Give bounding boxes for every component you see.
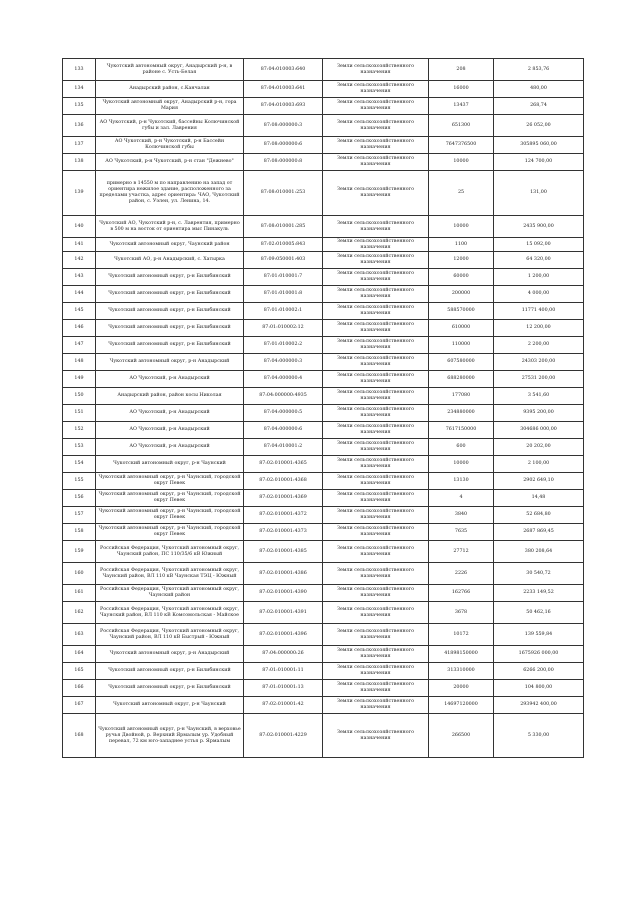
land-category-cell: Земли сельскохозяйственного назначения — [323, 59, 429, 81]
land-category-cell: Земли сельскохозяйственного назначения — [323, 98, 429, 115]
cadastral-value-cell: 4 000,00 — [494, 286, 584, 303]
row-number-cell: 133 — [63, 59, 96, 81]
area-cell: 600 — [429, 439, 494, 456]
land-category-cell: Земли сельскохозяйственного назначения — [323, 216, 429, 238]
row-number-cell: 167 — [63, 697, 96, 714]
cadastral-value-cell: 50 462,16 — [494, 602, 584, 624]
area-cell: 10000 — [429, 216, 494, 238]
row-number-cell: 136 — [63, 115, 96, 137]
area-cell: 688280000 — [429, 371, 494, 388]
location-cell: Чукотский автономный округ, Анадырский р-н, в районе с. Усть-Белая — [96, 59, 244, 81]
cadastral-value-cell: 2687 869,45 — [494, 524, 584, 541]
land-category-cell: Земли сельскохозяйственного назначения — [323, 422, 429, 439]
area-cell: 313310000 — [429, 663, 494, 680]
cadastral-value-cell: 11771 400,00 — [494, 303, 584, 320]
area-cell: 208 — [429, 59, 494, 81]
table-row — [63, 238, 584, 252]
land-category-cell: Земли сельскохозяйственного назначения — [323, 541, 429, 563]
table-row — [63, 320, 584, 337]
table-row — [63, 171, 584, 216]
location-cell: Чукотский автономный округ, р-н Анадырский — [96, 646, 244, 663]
cadastral-number-cell: 87:04:010003:641 — [244, 81, 323, 98]
location-cell: АО Чукотский, р-н Чукотский, бассейны Колючинской губы и зал. Лаврения — [96, 115, 244, 137]
land-category-cell: Земли сельскохозяйственного назначения — [323, 286, 429, 303]
table-row — [63, 269, 584, 286]
table-row — [63, 216, 584, 238]
row-number-cell: 166 — [63, 680, 96, 697]
location-cell: Чукотский автономный округ, р-н Чаунский, городской округ Певек — [96, 490, 244, 507]
row-number-cell: 142 — [63, 252, 96, 269]
area-cell: 16000 — [429, 81, 494, 98]
location-cell: Чукотский автономный округ, р-н Чаунский, в верховье ручья Двойной, р. Верхний Ярмалым ур. Удобный перевал, 72 км юго-западнее устья р. Ярмалым — [96, 714, 244, 758]
land-category-cell: Земли сельскохозяйственного назначения — [323, 337, 429, 354]
area-cell: 2226 — [429, 563, 494, 585]
row-number-cell: 147 — [63, 337, 96, 354]
cadastral-value-cell: 2 100,00 — [494, 456, 584, 473]
area-cell: 588570000 — [429, 303, 494, 320]
cadastral-value-cell: 2 853,76 — [494, 59, 584, 81]
cadastral-number-cell: 87:04:010003:640 — [244, 59, 323, 81]
table-row — [63, 490, 584, 507]
cadastral-number-cell: 87:04:000000:3 — [244, 354, 323, 371]
row-number-cell: 145 — [63, 303, 96, 320]
land-category-cell: Земли сельскохозяйственного назначения — [323, 524, 429, 541]
cadastral-value-cell: 304686 000,00 — [494, 422, 584, 439]
table-row — [63, 98, 584, 115]
area-cell: 10000 — [429, 154, 494, 171]
row-number-cell: 153 — [63, 439, 96, 456]
table-row — [63, 524, 584, 541]
land-category-cell: Земли сельскохозяйственного назначения — [323, 238, 429, 252]
table-row — [63, 663, 584, 680]
cadastral-value-cell: 2435 900,00 — [494, 216, 584, 238]
row-number-cell: 161 — [63, 585, 96, 602]
table-row — [63, 697, 584, 714]
row-number-cell: 156 — [63, 490, 96, 507]
cadastral-value-cell: 1675926 000,00 — [494, 646, 584, 663]
location-cell: Чукотский автономный округ, р-н Билибинский — [96, 269, 244, 286]
land-category-cell: Земли сельскохозяйственного назначения — [323, 154, 429, 171]
table-row — [63, 59, 584, 81]
land-category-cell: Земли сельскохозяйственного назначения — [323, 371, 429, 388]
cadastral-value-cell: 30 540,72 — [494, 563, 584, 585]
cadastral-number-cell: 87:04:000000:6 — [244, 422, 323, 439]
cadastral-number-cell: 87:02:010005:843 — [244, 238, 323, 252]
land-category-cell: Земли сельскохозяйственного назначения — [323, 303, 429, 320]
land-category-cell: Земли сельскохозяйственного назначения — [323, 585, 429, 602]
location-cell: Чукотский автономный округ, р-н Билибинский — [96, 663, 244, 680]
land-category-cell: Земли сельскохозяйственного назначения — [323, 388, 429, 405]
cadastral-value-cell: 139 559,84 — [494, 624, 584, 646]
cadastral-value-cell: 293942 400,00 — [494, 697, 584, 714]
cadastral-value-cell: 2 200,00 — [494, 337, 584, 354]
cadastral-number-cell: 87:02:010001:4365 — [244, 456, 323, 473]
location-cell: Чукотский АО, Чукотский р-н, с. Лаврентия, примерно в 500 м на восток от ориентира мыс Пинакуль — [96, 216, 244, 238]
table-row — [63, 286, 584, 303]
location-cell: Российская Федерация, Чукотский автономный округ, Чаунский район, ВЛ 110 кВ Быстрый - Южный — [96, 624, 244, 646]
cadastral-value-cell: 5 330,00 — [494, 714, 584, 758]
row-number-cell: 157 — [63, 507, 96, 524]
location-cell: АО Чукотский, р-н Анадырский — [96, 422, 244, 439]
cadastral-number-cell: 87:04:010003:693 — [244, 98, 323, 115]
table-row — [63, 303, 584, 320]
cadastral-number-cell: 87:01:010002:12 — [244, 320, 323, 337]
land-category-cell: Земли сельскохозяйственного назначения — [323, 115, 429, 137]
land-category-cell: Земли сельскохозяйственного назначения — [323, 405, 429, 422]
cadastral-number-cell: 87:08:010001:285 — [244, 216, 323, 238]
cadastral-value-cell: 24303 200,00 — [494, 354, 584, 371]
land-category-cell: Земли сельскохозяйственного назначения — [323, 624, 429, 646]
location-cell: Российская Федерация, Чукотский автономный округ, Чаунский район, ПС 110/35/6 кВ Южный — [96, 541, 244, 563]
row-number-cell: 144 — [63, 286, 96, 303]
cadastral-value-cell: 268,74 — [494, 98, 584, 115]
row-number-cell: 137 — [63, 137, 96, 154]
area-cell: 110000 — [429, 337, 494, 354]
row-number-cell: 168 — [63, 714, 96, 758]
area-cell: 14697120000 — [429, 697, 494, 714]
area-cell: 266500 — [429, 714, 494, 758]
land-category-cell: Земли сельскохозяйственного назначения — [323, 507, 429, 524]
land-category-cell: Земли сельскохозяйственного назначения — [323, 137, 429, 154]
location-cell: примерно в 14550 м по направлению на запад от ориентира нежилое здание, расположенного за пределами участка, адрес ориентира: ЧАО, Чукотский район, с. Уэлен, ул. Ленина, 14. — [96, 171, 244, 216]
cadastral-value-cell: 380 208,64 — [494, 541, 584, 563]
area-cell: 200000 — [429, 286, 494, 303]
row-number-cell: 140 — [63, 216, 96, 238]
land-category-cell: Земли сельскохозяйственного назначения — [323, 663, 429, 680]
location-cell: АО Чукотский, р-н Анадырский — [96, 405, 244, 422]
table-row — [63, 680, 584, 697]
cadastral-value-cell: 3 541,60 — [494, 388, 584, 405]
cadastral-number-cell: 87:02:010001:4368 — [244, 473, 323, 490]
area-cell: 177080 — [429, 388, 494, 405]
area-cell: 3840 — [429, 507, 494, 524]
row-number-cell: 146 — [63, 320, 96, 337]
land-category-cell: Земли сельскохозяйственного назначения — [323, 714, 429, 758]
cadastral-value-cell: 27531 200,00 — [494, 371, 584, 388]
land-category-cell: Земли сельскохозяйственного назначения — [323, 269, 429, 286]
land-plots-table — [62, 58, 584, 758]
table-row — [63, 405, 584, 422]
location-cell: Чукотский автономный округ, р-н Чаунский, городской округ Певек — [96, 473, 244, 490]
table-row — [63, 602, 584, 624]
row-number-cell: 152 — [63, 422, 96, 439]
cadastral-value-cell: 480,00 — [494, 81, 584, 98]
cadastral-value-cell: 26 052,00 — [494, 115, 584, 137]
cadastral-value-cell: 104 800,00 — [494, 680, 584, 697]
cadastral-number-cell: 87:08:010001:253 — [244, 171, 323, 216]
table-row — [63, 337, 584, 354]
location-cell: АО Чукотский, р-н Анадырский — [96, 371, 244, 388]
row-number-cell: 134 — [63, 81, 96, 98]
row-number-cell: 135 — [63, 98, 96, 115]
table-row — [63, 456, 584, 473]
cadastral-number-cell: 87:04:000000:26 — [244, 646, 323, 663]
land-category-cell: Земли сельскохозяйственного назначения — [323, 473, 429, 490]
row-number-cell: 164 — [63, 646, 96, 663]
location-cell: Чукотский автономный округ, р-н Билибинский — [96, 337, 244, 354]
location-cell: Чукотский автономный округ, р-н Анадырский — [96, 354, 244, 371]
cadastral-value-cell: 6266 200,00 — [494, 663, 584, 680]
location-cell: Чукотский автономный округ, р-н Билибинский — [96, 303, 244, 320]
area-cell: 12000 — [429, 252, 494, 269]
cadastral-number-cell: 87:04:000000:5 — [244, 405, 323, 422]
cadastral-number-cell: 87:04:000000:4935 — [244, 388, 323, 405]
land-category-cell: Земли сельскохозяйственного назначения — [323, 81, 429, 98]
cadastral-number-cell: 87:01:010002:2 — [244, 337, 323, 354]
table-row — [63, 563, 584, 585]
row-number-cell: 165 — [63, 663, 96, 680]
cadastral-value-cell: 131,00 — [494, 171, 584, 216]
area-cell: 1100 — [429, 238, 494, 252]
land-category-cell: Земли сельскохозяйственного назначения — [323, 563, 429, 585]
location-cell: АО Чукотский, р-н Чукотский, р-н стан "Дежнево" — [96, 154, 244, 171]
cadastral-number-cell: 87:04:010001:2 — [244, 439, 323, 456]
table-row — [63, 473, 584, 490]
row-number-cell: 139 — [63, 171, 96, 216]
table-row — [63, 646, 584, 663]
cadastral-value-cell: 52 684,80 — [494, 507, 584, 524]
area-cell: 610000 — [429, 320, 494, 337]
cadastral-value-cell: 305895 060,00 — [494, 137, 584, 154]
cadastral-value-cell: 124 700,00 — [494, 154, 584, 171]
table-row — [63, 137, 584, 154]
cadastral-number-cell: 87:08:000000:6 — [244, 137, 323, 154]
land-category-cell: Земли сельскохозяйственного назначения — [323, 354, 429, 371]
cadastral-number-cell: 87:02:010001:4386 — [244, 563, 323, 585]
location-cell: Чукотский автономный округ, р-н Чаунский, городской округ Певек — [96, 507, 244, 524]
table-row — [63, 354, 584, 371]
cadastral-number-cell: 87:02:010001:4391 — [244, 602, 323, 624]
cadastral-value-cell: 12 200,00 — [494, 320, 584, 337]
location-cell: Чукотский АО, р-н Анадырский, с. Хатырка — [96, 252, 244, 269]
land-category-cell: Земли сельскохозяйственного назначения — [323, 490, 429, 507]
cadastral-number-cell: 87:02:010001:4390 — [244, 585, 323, 602]
area-cell: 7635 — [429, 524, 494, 541]
location-cell: Российская Федерация, Чукотский автономный округ, Чаунский район, ВЛ 110 кВ Комсомольская - Майское — [96, 602, 244, 624]
cadastral-number-cell: 87:09:050001:403 — [244, 252, 323, 269]
cadastral-value-cell: 2233 149,52 — [494, 585, 584, 602]
row-number-cell: 163 — [63, 624, 96, 646]
cadastral-value-cell: 1 200,00 — [494, 269, 584, 286]
row-number-cell: 138 — [63, 154, 96, 171]
area-cell: 20000 — [429, 680, 494, 697]
cadastral-number-cell: 87:02:010001:4373 — [244, 524, 323, 541]
cadastral-number-cell: 87:02:010001:4396 — [244, 624, 323, 646]
row-number-cell: 141 — [63, 238, 96, 252]
row-number-cell: 143 — [63, 269, 96, 286]
area-cell: 60000 — [429, 269, 494, 286]
cadastral-number-cell: 87:01:010002:1 — [244, 303, 323, 320]
row-number-cell: 159 — [63, 541, 96, 563]
row-number-cell: 162 — [63, 602, 96, 624]
table-row — [63, 541, 584, 563]
cadastral-number-cell: 87:08:000000:3 — [244, 115, 323, 137]
location-cell: Чукотский автономный округ, р-н Чаунский — [96, 456, 244, 473]
cadastral-value-cell: 20 202,00 — [494, 439, 584, 456]
location-cell: Российская Федерация, Чукотский автономный округ, Чаунский район — [96, 585, 244, 602]
row-number-cell: 158 — [63, 524, 96, 541]
location-cell: Чукотский автономный округ, Чаунский район — [96, 238, 244, 252]
row-number-cell: 160 — [63, 563, 96, 585]
location-cell: Чукотский автономный округ, р-н Билибинский — [96, 320, 244, 337]
cadastral-number-cell: 87:02:010001:4229 — [244, 714, 323, 758]
table-row — [63, 624, 584, 646]
area-cell: 607580000 — [429, 354, 494, 371]
cadastral-number-cell: 87:01:010001:11 — [244, 663, 323, 680]
area-cell: 3678 — [429, 602, 494, 624]
table-row — [63, 422, 584, 439]
area-cell: 7617150000 — [429, 422, 494, 439]
area-cell: 162766 — [429, 585, 494, 602]
area-cell: 41898150000 — [429, 646, 494, 663]
cadastral-number-cell: 87:02:010001:42 — [244, 697, 323, 714]
table-row — [63, 371, 584, 388]
area-cell: 651300 — [429, 115, 494, 137]
row-number-cell: 155 — [63, 473, 96, 490]
land-category-cell: Земли сельскохозяйственного назначения — [323, 680, 429, 697]
land-category-cell: Земли сельскохозяйственного назначения — [323, 252, 429, 269]
cadastral-value-cell: 2902 649,10 — [494, 473, 584, 490]
cadastral-value-cell: 9395 200,00 — [494, 405, 584, 422]
land-category-cell: Земли сельскохозяйственного назначения — [323, 439, 429, 456]
cadastral-number-cell: 87:02:010001:4385 — [244, 541, 323, 563]
location-cell: Анадырский район, с.Канчалан — [96, 81, 244, 98]
location-cell: Анадырский район, район косы Николая — [96, 388, 244, 405]
table-row — [63, 115, 584, 137]
location-cell: АО Чукотский, р-н Анадырский — [96, 439, 244, 456]
table-row — [63, 714, 584, 758]
land-category-cell: Земли сельскохозяйственного назначения — [323, 320, 429, 337]
location-cell: Российская Федерация, Чукотский автономный округ, Чаунский район, ВЛ 110 кВ Чаунская ТЭЦ - Южный — [96, 563, 244, 585]
area-cell: 4 — [429, 490, 494, 507]
location-cell: АО Чукотский, р-н Чукотский, р-н Бассейн Колючинской губы — [96, 137, 244, 154]
land-category-cell: Земли сельскохозяйственного назначения — [323, 456, 429, 473]
table-row — [63, 81, 584, 98]
area-cell: 25 — [429, 171, 494, 216]
location-cell: Чукотский автономный округ, р-н Билибинский — [96, 680, 244, 697]
location-cell: Чукотский автономный округ, р-н Чаунский, городской округ Певек — [96, 524, 244, 541]
table-row — [63, 154, 584, 171]
cadastral-number-cell: 87:02:010001:4372 — [244, 507, 323, 524]
table-row — [63, 585, 584, 602]
table-row — [63, 507, 584, 524]
table-row — [63, 388, 584, 405]
area-cell: 7647376500 — [429, 137, 494, 154]
cadastral-value-cell: 64 320,00 — [494, 252, 584, 269]
row-number-cell: 151 — [63, 405, 96, 422]
area-cell: 13437 — [429, 98, 494, 115]
location-cell: Чукотский автономный округ, р-н Билибинский — [96, 286, 244, 303]
table-body — [63, 59, 584, 758]
row-number-cell: 150 — [63, 388, 96, 405]
area-cell: 10000 — [429, 456, 494, 473]
area-cell: 10172 — [429, 624, 494, 646]
land-category-cell: Земли сельскохозяйственного назначения — [323, 171, 429, 216]
row-number-cell: 154 — [63, 456, 96, 473]
land-category-cell: Земли сельскохозяйственного назначения — [323, 602, 429, 624]
cadastral-number-cell: 87:08:000000:8 — [244, 154, 323, 171]
row-number-cell: 148 — [63, 354, 96, 371]
cadastral-number-cell: 87:01:010001:13 — [244, 680, 323, 697]
area-cell: 234880000 — [429, 405, 494, 422]
cadastral-number-cell: 87:01:010001:8 — [244, 286, 323, 303]
location-cell: Чукотский автономный округ, р-н Чаунский — [96, 697, 244, 714]
table-row — [63, 439, 584, 456]
land-category-cell: Земли сельскохозяйственного назначения — [323, 697, 429, 714]
cadastral-number-cell: 87:04:000000:4 — [244, 371, 323, 388]
row-number-cell: 149 — [63, 371, 96, 388]
cadastral-number-cell: 87:02:010001:4369 — [244, 490, 323, 507]
cadastral-value-cell: 14,48 — [494, 490, 584, 507]
area-cell: 13130 — [429, 473, 494, 490]
table-row — [63, 252, 584, 269]
cadastral-value-cell: 15 092,00 — [494, 238, 584, 252]
location-cell: Чукотский автономный округ, Анадырский р-н, гора Мария — [96, 98, 244, 115]
cadastral-number-cell: 87:01:010001:7 — [244, 269, 323, 286]
land-category-cell: Земли сельскохозяйственного назначения — [323, 646, 429, 663]
area-cell: 27712 — [429, 541, 494, 563]
